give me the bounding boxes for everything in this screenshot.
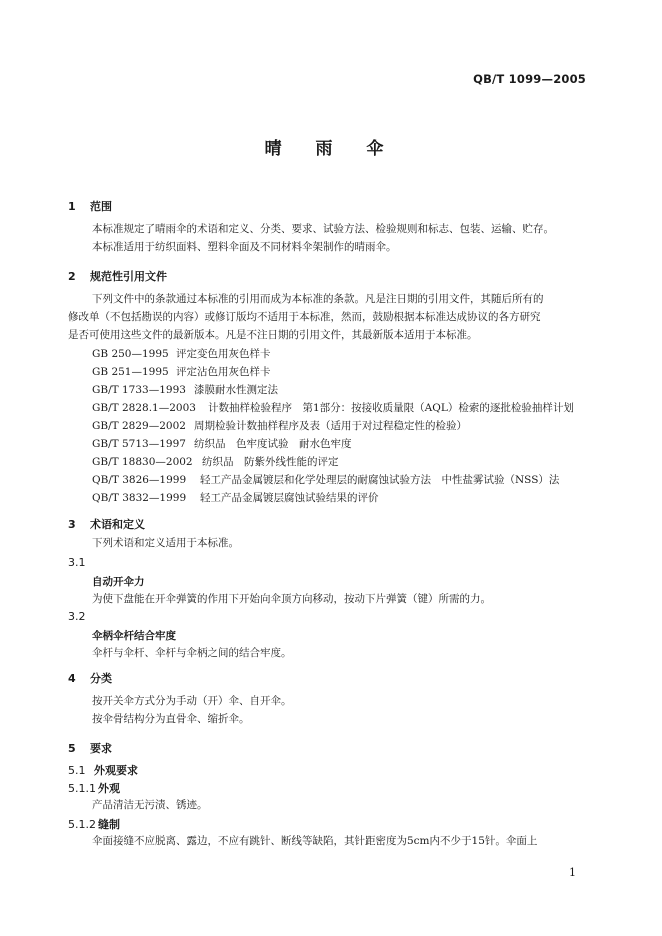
subsection-title: 缝制: [98, 818, 120, 831]
reference-code: GB 251—1995: [92, 366, 169, 378]
section-number: 1: [68, 200, 76, 213]
reference-item: [92, 436, 352, 451]
reference-code: GB/T 5713—1997: [92, 438, 186, 450]
reference-item: [92, 472, 559, 487]
term-definition: 为使下盘能在开伞弹簧的作用下开始向伞顶方向移动，按动下片弹簧（键）所需的力。: [92, 593, 491, 605]
reference-item: [92, 364, 271, 379]
paragraph: 按伞骨结构分为直骨伞、缩折伞。: [92, 713, 250, 725]
section-number: 2: [68, 270, 76, 283]
reference-title: 计数抽样检验程序 第1部分：按接收质量限（AQL）检索的逐批检验抽样计划: [208, 402, 574, 414]
reference-item: [92, 490, 379, 505]
reference-title: 轻工产品金属镀层和化学处理层的耐腐蚀试验方法 中性盐雾试验（NSS）法: [200, 474, 560, 486]
reference-item: [92, 454, 339, 469]
paragraph: 下列术语和定义适用于本标准。: [92, 537, 239, 549]
reference-title: 周期检验计数抽样程序及表（适用于对过程稳定性的检验）: [194, 420, 467, 432]
page-number: 1: [569, 866, 576, 879]
paragraph: 是否可使用这些文件的最新版本。凡是不注日期的引用文件，其最新版本适用于本标准。: [68, 329, 478, 341]
section-number: 3: [68, 518, 76, 531]
subsection-number: 5.1: [68, 764, 86, 777]
term-heading: 自动开伞力: [92, 576, 145, 588]
subsection-5-1-2: [68, 816, 120, 832]
reference-title: 纺织品 防紫外线性能的评定: [202, 456, 339, 468]
reference-code: GB 250—1995: [92, 348, 169, 360]
subsection-title: 外观要求: [94, 764, 138, 777]
subsection-5-1-1: [68, 780, 120, 796]
reference-code: GB/T 2828.1—2003: [92, 402, 196, 414]
reference-code: QB/T 3826—1999: [92, 474, 187, 486]
paragraph: 本标准适用于纺织面料、塑料伞面及不同材料伞架制作的晴雨伞。: [92, 241, 397, 253]
document-title: 晴 雨 伞: [264, 139, 398, 159]
paragraph: 本标准规定了晴雨伞的术语和定义、分类、要求、试验方法、检验规则和标志、包装、运输、贮存。: [92, 223, 554, 235]
section-4-heading: [68, 670, 112, 686]
term-definition: 伞杆与伞杆、伞杆与伞柄之间的结合牢度。: [92, 647, 292, 659]
reference-code: GB/T 2829—2002: [92, 420, 186, 432]
section-title: 规范性引用文件: [90, 270, 167, 283]
standard-number: QB/T 1099—2005: [473, 72, 586, 86]
subsection-number: 3.1: [68, 556, 86, 569]
subsection-5-1: [68, 762, 138, 778]
section-2-heading: [68, 268, 167, 284]
section-number: 5: [68, 742, 76, 755]
subsection-number: 5.1.1: [68, 782, 96, 795]
paragraph: 产品清洁无污渍、锈迹。: [92, 799, 208, 811]
reference-title: 轻工产品金属镀层腐蚀试验结果的评价: [200, 492, 379, 504]
section-number: 4: [68, 672, 76, 685]
subsection-number: 3.2: [68, 610, 86, 623]
section-3-heading: [68, 516, 145, 532]
reference-item: [92, 418, 467, 433]
section-1-heading: [68, 198, 112, 214]
reference-code: GB/T 18830—2002: [92, 456, 193, 468]
section-title: 要求: [90, 742, 112, 755]
subsection-title: 外观: [98, 782, 120, 795]
reference-item: [92, 382, 278, 397]
term-heading: 伞柄伞杆结合牢度: [92, 630, 176, 642]
reference-title: 纺织品 色牢度试验 耐水色牢度: [194, 438, 352, 450]
reference-title: 漆膜耐水性测定法: [194, 384, 278, 396]
reference-item: [92, 346, 271, 361]
section-title: 分类: [90, 672, 112, 685]
subsection-number: 5.1.2: [68, 818, 96, 831]
reference-item: [92, 400, 574, 415]
paragraph: 伞面接缝不应脱离、露边，不应有跳针、断线等缺陷，其针距密度为5cm内不少于15针。伞面上: [92, 835, 538, 847]
reference-title: 评定变色用灰色样卡: [176, 348, 271, 360]
paragraph: 下列文件中的条款通过本标准的引用而成为本标准的条款。凡是注日期的引用文件，其随后所有的: [92, 293, 544, 305]
reference-code: GB/T 1733—1993: [92, 384, 186, 396]
paragraph: 按开关伞方式分为手动（开）伞、自开伞。: [92, 695, 292, 707]
section-title: 术语和定义: [90, 518, 145, 531]
section-title: 范围: [90, 200, 112, 213]
section-5-heading: [68, 740, 112, 756]
paragraph: 修改单（不包括勘误的内容）或修订版均不适用于本标准，然而，鼓励根据本标准达成协议的各方研究: [68, 311, 541, 323]
reference-title: 评定沾色用灰色样卡: [176, 366, 271, 378]
reference-code: QB/T 3832—1999: [92, 492, 187, 504]
